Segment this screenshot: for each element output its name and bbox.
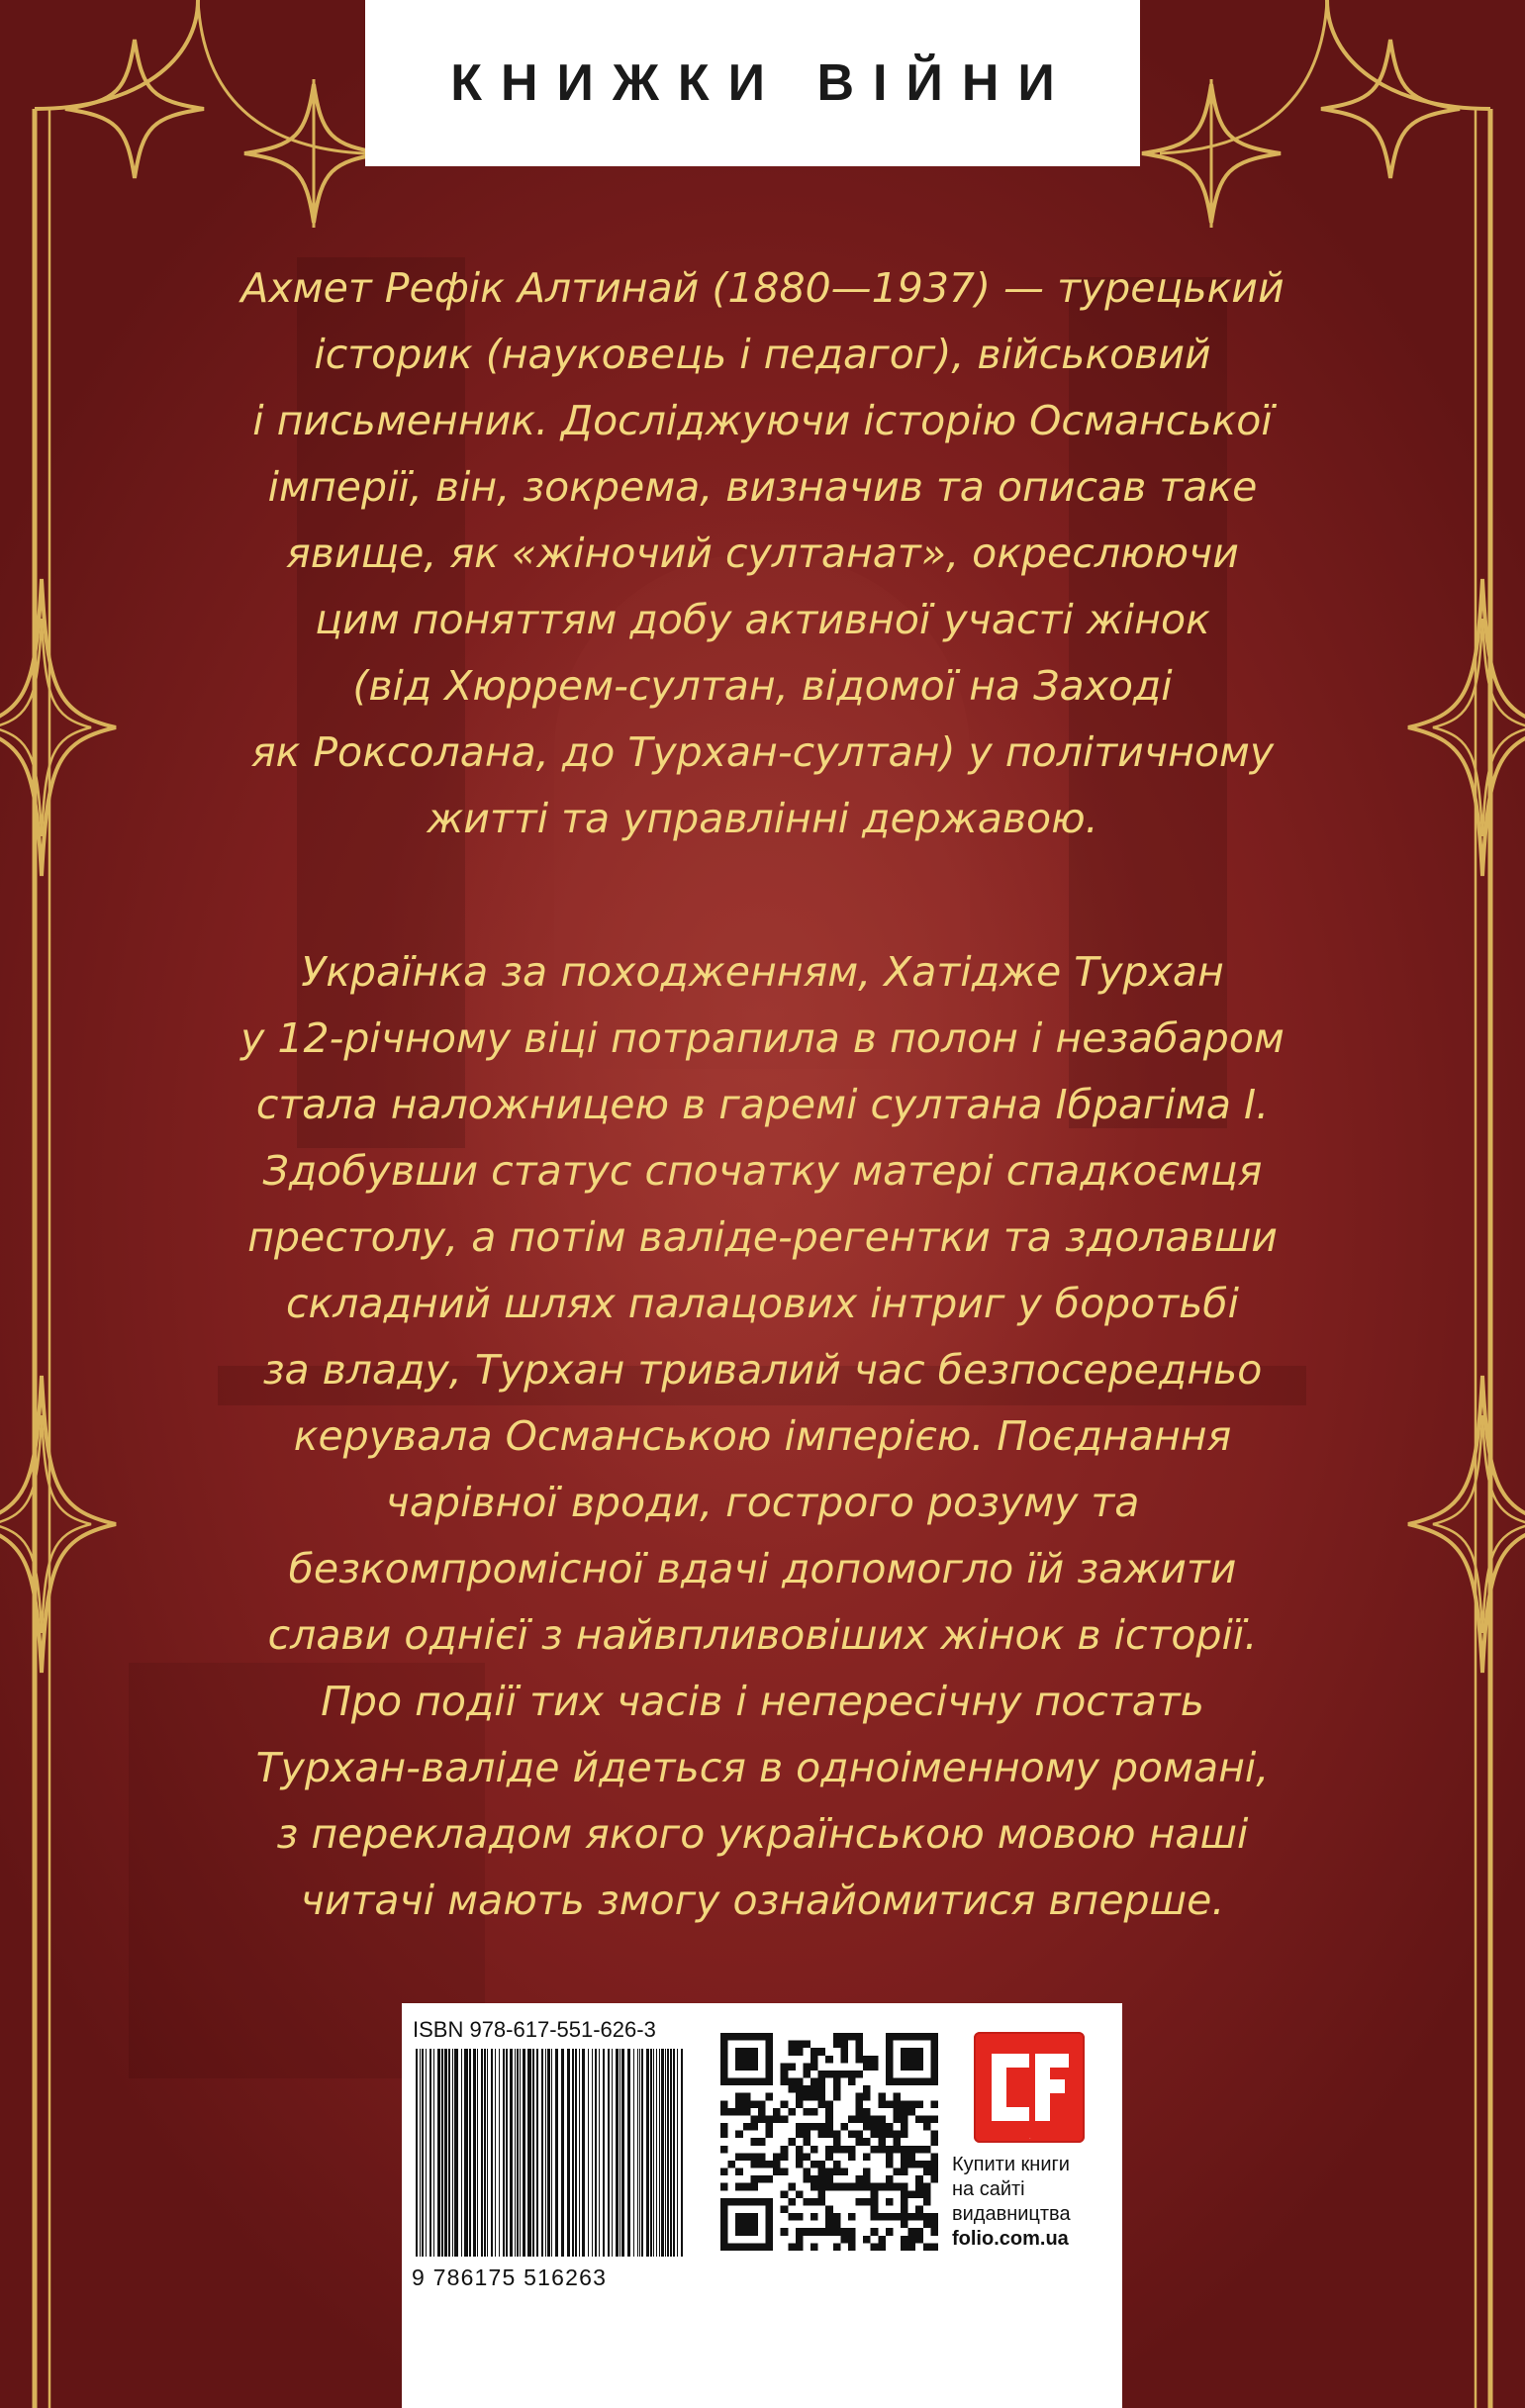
side-star-ornament-icon	[0, 579, 116, 876]
description-line: Українка за походженням, Хатідже Турхан	[301, 948, 1224, 996]
isbn-text: ISBN 978-617-551-626-3	[413, 2017, 656, 2042]
bio-line: житті та управлінні державою.	[427, 795, 1098, 842]
side-star-ornament-icon	[1408, 1376, 1525, 1673]
description-line: керувала Османською імперією. Поєднання	[293, 1412, 1232, 1460]
site-line: на сайті	[952, 2178, 1025, 2200]
series-label: КНИЖКИ ВІЙНИ	[365, 0, 1140, 166]
bio-line: імперії, він, зокрема, визначив та описав таке	[267, 463, 1258, 511]
description-line: Турхан-валіде йдеться в одноіменному романі,	[255, 1744, 1270, 1791]
description-line: безкомпромісної вдачі допомогло їй зажити	[288, 1545, 1237, 1592]
site-line: Купити книги	[952, 2154, 1070, 2175]
side-star-ornament-icon	[1408, 579, 1525, 876]
description-line: з перекладом якого українською мовою наші	[276, 1810, 1249, 1858]
bio-line: (від Хюррем-султан, відомої на Заході	[352, 662, 1173, 710]
corner-star-ornament-icon	[244, 84, 383, 223]
description-line: за владу, Турхан тривалий час безпосередньо	[262, 1346, 1263, 1394]
description-line: Про події тих часів і непересічну постать	[321, 1678, 1204, 1725]
description-line: престолу, а потім валіде-регентки та здолавши	[247, 1213, 1278, 1261]
corner-star-ornament-icon	[1321, 40, 1460, 178]
publisher-logo-icon	[974, 2032, 1085, 2143]
publisher-site-text	[952, 2153, 1120, 2252]
barcode-panel	[402, 2003, 1122, 2408]
description-line: читачі мають змогу ознайомитися вперше.	[300, 1877, 1225, 1924]
qr-code-icon[interactable]	[720, 2033, 938, 2251]
description-line: чарівної вроди, гострого розуму та	[385, 1479, 1140, 1526]
barcode-digits: 9 786175 516263	[412, 2264, 608, 2290]
publisher-logo-text: CF	[1029, 2139, 1031, 2140]
description-line: Здобувши статус спочатку матері спадкоємця	[262, 1147, 1263, 1195]
description-line: складний шлях палацових інтриг у боротьбі	[286, 1280, 1239, 1327]
barcode-icon	[414, 2049, 685, 2257]
bio-paragraph	[148, 255, 1377, 852]
description-line: слави однієї з найвпливовіших жінок в історії.	[267, 1611, 1258, 1659]
bio-line: і письменник. Досліджуючи історію Османської	[252, 397, 1273, 444]
description-paragraph	[148, 939, 1377, 1934]
bio-line: як Роксолана, до Турхан-султан) у політичному	[250, 728, 1275, 776]
bio-line: Ахмет Рефік Алтинай (1880—1937) — турецький	[240, 264, 1285, 312]
description-line: стала наложницею в гаремі султана Ібрагіма І.	[255, 1081, 1270, 1128]
bio-line: явище, як «жіночий султанат», окреслюючи	[286, 530, 1239, 577]
corner-star-ornament-icon	[1142, 84, 1281, 223]
bio-line: цим поняттям добу активної участі жінок	[315, 596, 1210, 643]
corner-star-ornament-icon	[65, 40, 204, 178]
description-line: у 12-річному віці потрапила в полон і незабаром	[240, 1014, 1285, 1062]
site-line: видавництва	[952, 2203, 1071, 2225]
site-url-link[interactable]: folio.com.ua	[952, 2228, 1069, 2250]
side-star-ornament-icon	[0, 1376, 116, 1673]
bio-line: історик (науковець і педагог), військовий	[314, 331, 1211, 378]
